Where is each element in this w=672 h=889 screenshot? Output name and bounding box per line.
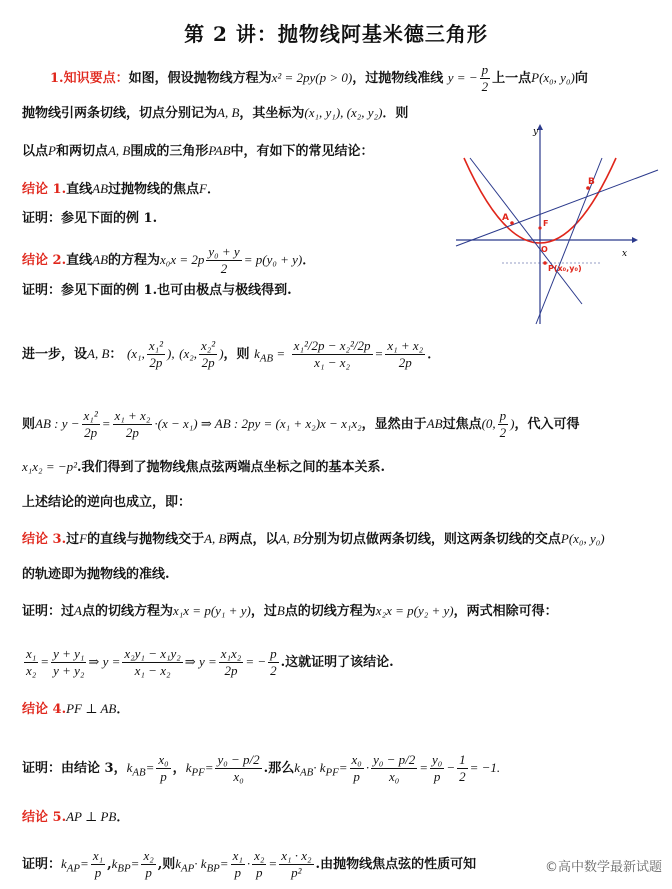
text: 向: [574, 71, 588, 86]
conclusion-label: 结论 4.: [22, 702, 67, 717]
math: (x₁,: [126, 346, 145, 361]
label-o: O: [541, 245, 548, 254]
fraction: [498, 408, 509, 441]
fraction: [252, 848, 266, 881]
text: 过: [66, 532, 80, 547]
conclusion-2: [22, 244, 315, 277]
frac-num: x₂: [143, 848, 154, 863]
frac-den: y + y₂: [53, 663, 85, 678]
text: ．: [116, 810, 130, 825]
math: x₂x = p(y₂ + y): [375, 603, 454, 618]
frac-num: 1: [459, 752, 466, 767]
text: 的方程为: [108, 253, 161, 268]
frac-num: y₀ − p/2: [217, 752, 260, 767]
points-ab: A, B: [217, 105, 240, 120]
math: F: [79, 531, 88, 546]
frac-den: p: [433, 769, 441, 784]
math: =: [204, 760, 214, 775]
math: k: [111, 856, 118, 871]
fraction: [215, 752, 261, 785]
text: ．: [427, 347, 441, 362]
subscript: AP: [66, 862, 81, 875]
math: =: [338, 760, 348, 775]
product-relation: [22, 458, 385, 477]
math: =: [273, 346, 286, 361]
frac-num: x₂²: [201, 338, 216, 353]
fraction: [147, 338, 165, 371]
frac-den: 2: [270, 663, 277, 678]
frac-num: y + y₁: [53, 646, 85, 661]
text: 上一点: [492, 71, 532, 86]
frac-den: 2: [499, 425, 507, 440]
point-f: [538, 226, 541, 229]
text: ,: [107, 857, 112, 872]
text: ，其坐标为: [239, 106, 305, 121]
frac-den: x₂: [26, 663, 37, 678]
frac-den: 2: [481, 79, 489, 94]
math: x₁x₂ = −p²: [22, 459, 78, 474]
frac-den: x₀: [389, 769, 400, 784]
math: (x₂,: [179, 346, 198, 361]
conclusion-3-line-2: 的轨迹即为抛物线的准线.: [22, 567, 170, 582]
text: 则: [22, 417, 36, 432]
conclusion-label: 结论 5.: [22, 810, 67, 825]
frac-num: x₁²: [83, 408, 98, 423]
frac-num: y₀ + y: [208, 244, 240, 259]
math: k: [126, 760, 133, 775]
math: B: [276, 603, 285, 618]
frac-num: x₁: [232, 848, 243, 863]
y-axis-label: y: [533, 127, 539, 137]
math: A: [74, 603, 82, 618]
frac-den: x₀: [233, 769, 244, 784]
frac-den: 2p: [84, 425, 98, 440]
math: AB: [426, 416, 443, 431]
math: P(x₀, y₀): [560, 531, 605, 546]
math: k: [175, 856, 182, 871]
text: ，: [172, 761, 186, 776]
frac-den: 2: [220, 261, 228, 276]
frac-num: p: [481, 62, 489, 77]
proof-2: 证明：参见下面的例 1.也可由极点与极线得到.: [22, 283, 292, 298]
frac-den: x₁ − x₂: [314, 355, 351, 370]
frac-den: 2: [459, 769, 466, 784]
conclusion-5: [22, 808, 129, 827]
math: ·: [246, 856, 251, 871]
frac-num: x₁ + x₂: [387, 338, 424, 353]
frac-den: p²: [291, 865, 302, 880]
subscript: AB: [259, 352, 274, 365]
fraction: [385, 338, 425, 371]
proof-5: [22, 848, 476, 881]
text: 分别为切点做两条切线，则这两条切线的交点: [300, 532, 561, 547]
math: =: [101, 416, 111, 431]
label-b: B: [588, 177, 595, 187]
math: =: [145, 760, 155, 775]
math: PF ⊥ AB: [66, 701, 117, 716]
text: ，则: [223, 347, 250, 362]
parabola-figure: [452, 118, 660, 330]
text: .我们得到了抛物线焦点弦两端点坐标之间的基本关系.: [77, 460, 386, 475]
label-a: A: [502, 213, 509, 223]
fraction: [371, 752, 417, 785]
intro-line-3: [22, 142, 374, 161]
x-axis-label: x: [622, 249, 628, 259]
text: 抛物线引两条切线，切点分别记为: [22, 106, 218, 121]
text: 过抛物线的焦点: [108, 182, 200, 197]
point-a: [510, 221, 514, 225]
math: A, B: [278, 531, 301, 546]
proof-3-derivation: [22, 646, 394, 679]
frac-num: p: [499, 408, 507, 423]
math: · k: [194, 856, 207, 871]
math: =: [130, 856, 140, 871]
frac-num: x₁ + x₂: [114, 408, 151, 423]
math: x₀x = 2p: [160, 252, 205, 267]
frac-den: x₁ − x₂: [134, 663, 171, 678]
fraction: [430, 752, 444, 785]
proof-3: [22, 602, 558, 621]
math: ·: [365, 760, 370, 775]
math: AB : y −: [35, 416, 80, 431]
text: .那么: [263, 761, 295, 776]
math: =: [219, 856, 229, 871]
point-p: P(x₀, y₀): [531, 70, 575, 85]
text: 和两切点: [55, 144, 108, 159]
conclusion-3: [22, 530, 605, 549]
fraction: [82, 408, 100, 441]
math: =: [80, 856, 89, 871]
fraction: [122, 646, 182, 679]
math: =: [374, 346, 384, 361]
frac-den: 2p: [149, 355, 163, 370]
point-label: A, B: [107, 143, 131, 158]
math: ⇒ y =: [184, 654, 217, 669]
text: 围成的三角形: [130, 144, 209, 159]
conclusion-label: 结论 2.: [22, 253, 67, 268]
frac-den: 2p: [201, 355, 215, 370]
subscript: AB: [132, 766, 146, 779]
math: k: [185, 760, 192, 775]
watermark: ©高中数学最新试题: [545, 856, 662, 875]
text: 两点，以: [226, 532, 279, 547]
fraction: [199, 338, 217, 371]
text: ．: [302, 253, 316, 268]
frac-den: p: [145, 865, 152, 880]
text: ．: [206, 182, 220, 197]
chord-ab: [456, 170, 658, 246]
fraction: [206, 244, 241, 277]
frac-den: p: [94, 865, 102, 880]
subscript: AB: [299, 766, 314, 779]
triangle-label: PAB: [208, 143, 231, 158]
fraction: [219, 646, 244, 679]
proof-4: [22, 752, 500, 785]
math: =: [419, 760, 429, 775]
math: A, B: [87, 346, 110, 361]
math: ⇒ y =: [88, 654, 121, 669]
conclusion-label: 结论 3.: [22, 532, 67, 547]
frac-num: x₁²/2p − x₂²/2p: [293, 338, 371, 353]
text: ，过抛物线准线: [352, 71, 444, 86]
parabola-equation: x² = 2py(p > 0): [271, 70, 353, 85]
x-axis-arrow-icon: [632, 237, 638, 243]
converse-note: 上述结论的逆向也成立，即：: [22, 495, 192, 510]
frac-den: p: [160, 769, 167, 784]
fraction: [141, 848, 155, 881]
frac-den: p: [256, 865, 263, 880]
text: .由抛物线焦点弦的性质可知: [315, 857, 477, 872]
conclusion-1: [22, 180, 220, 199]
text: 中，有如下的常见结论：: [230, 144, 374, 159]
math: x₁x = p(y₁ + y): [172, 603, 251, 618]
frac-num: y₀: [432, 752, 443, 767]
fraction: [156, 752, 170, 785]
text: 直线: [66, 182, 93, 197]
math: A, B: [204, 531, 227, 546]
subscript: PF: [191, 766, 205, 779]
frac-den: p: [234, 865, 241, 880]
text: ，两式相除可得：: [453, 604, 558, 619]
text: 如图，假设抛物线方程为: [128, 71, 272, 86]
coords-ab: (x₁, y₁), (x₂, y₂): [304, 105, 383, 120]
directrix-eq: y = −: [447, 70, 478, 85]
text: ，代入可得: [514, 417, 580, 432]
fraction: [51, 646, 86, 679]
intro-line-2: [22, 104, 408, 123]
text: .这就证明了该结论.: [280, 655, 394, 670]
conclusion-4: [22, 700, 129, 719]
text: ,则: [157, 857, 176, 872]
math: k: [294, 760, 300, 775]
frac-num: x₁x₂: [220, 646, 242, 661]
math: = −: [245, 654, 267, 669]
tangent-a: [470, 158, 582, 304]
text: 证明：过: [22, 604, 75, 619]
text: ．则: [382, 106, 409, 121]
frac-num: x₁: [92, 848, 104, 863]
frac-den: 2p: [224, 663, 238, 678]
fraction: [113, 408, 153, 441]
frac-num: x₁²: [148, 338, 164, 353]
subscript: AP: [181, 862, 195, 875]
text: 过焦点: [442, 417, 482, 432]
text: 进一步，设: [22, 347, 88, 362]
text: 的直线与抛物线交于: [87, 532, 205, 547]
frac-num: x₀: [158, 752, 169, 767]
text: ，过: [250, 604, 277, 619]
math: = −1.: [469, 760, 501, 775]
math: ): [219, 346, 224, 361]
fraction: [24, 646, 38, 679]
math: −: [446, 760, 456, 775]
frac-num: p: [270, 646, 277, 661]
frac-num: x₀: [351, 752, 362, 767]
fraction: [350, 752, 364, 785]
text: ：: [109, 347, 123, 362]
math: ): [510, 416, 515, 431]
frac-den: 2p: [125, 425, 139, 440]
point-p: [543, 261, 547, 265]
math: AP ⊥ PB: [66, 809, 117, 824]
text: 点的切线方程为: [284, 604, 376, 619]
subscript: BP: [117, 862, 131, 875]
math: = p(y₀ + y): [243, 252, 303, 267]
proof-1: 证明：参见下面的例 1.: [22, 211, 158, 226]
math: AB: [92, 181, 109, 196]
math: F: [199, 181, 207, 196]
text: 直线: [66, 253, 93, 268]
math: ·(x − x₁) ⇒ AB : 2py = (x₁ + x₂)x − x₁x₂: [154, 416, 362, 431]
frac-num: x₁: [26, 646, 37, 661]
fraction: [292, 338, 373, 371]
frac-num: x₂: [254, 848, 265, 863]
label-f: F: [543, 219, 549, 228]
math: k: [254, 346, 260, 361]
subscript: PF: [325, 766, 339, 779]
section-label: 1.知识要点：: [50, 71, 129, 86]
further-derivation: [22, 338, 440, 371]
frac-den: p: [353, 769, 360, 784]
point-label: P: [48, 143, 56, 158]
page-title: 第 2 讲：抛物线阿基米德三角形: [184, 22, 488, 46]
ab-line-derivation: [22, 408, 580, 441]
text: 点的切线方程为: [81, 604, 173, 619]
frac-num: y₀ − p/2: [373, 752, 416, 767]
fraction: [457, 752, 468, 785]
subscript: BP: [206, 862, 220, 875]
intro-line-1: [50, 62, 588, 95]
fraction: [480, 62, 491, 95]
math: ),: [167, 346, 175, 361]
math: · k: [313, 760, 326, 775]
fraction: [91, 848, 105, 881]
frac-den: 2p: [398, 355, 412, 370]
fraction: [279, 848, 313, 881]
frac-num: x₁ · x₂: [281, 848, 312, 863]
text: ，显然由于: [361, 417, 427, 432]
text: 以点: [22, 144, 49, 159]
label-p: P(x₀,y₀): [548, 264, 582, 273]
math: AB: [92, 252, 109, 267]
text: ．: [116, 702, 130, 717]
text: 证明：由结论 3，: [22, 761, 127, 776]
fraction: [268, 646, 279, 679]
frac-num: x₂y₁ − x₁y₂: [124, 646, 181, 661]
conclusion-label: 结论 1.: [22, 182, 67, 197]
math: =: [40, 654, 50, 669]
math: =: [268, 856, 278, 871]
math: k: [61, 856, 67, 871]
fraction: [231, 848, 245, 881]
math: (0,: [481, 416, 496, 431]
text: 证明：: [22, 857, 62, 872]
